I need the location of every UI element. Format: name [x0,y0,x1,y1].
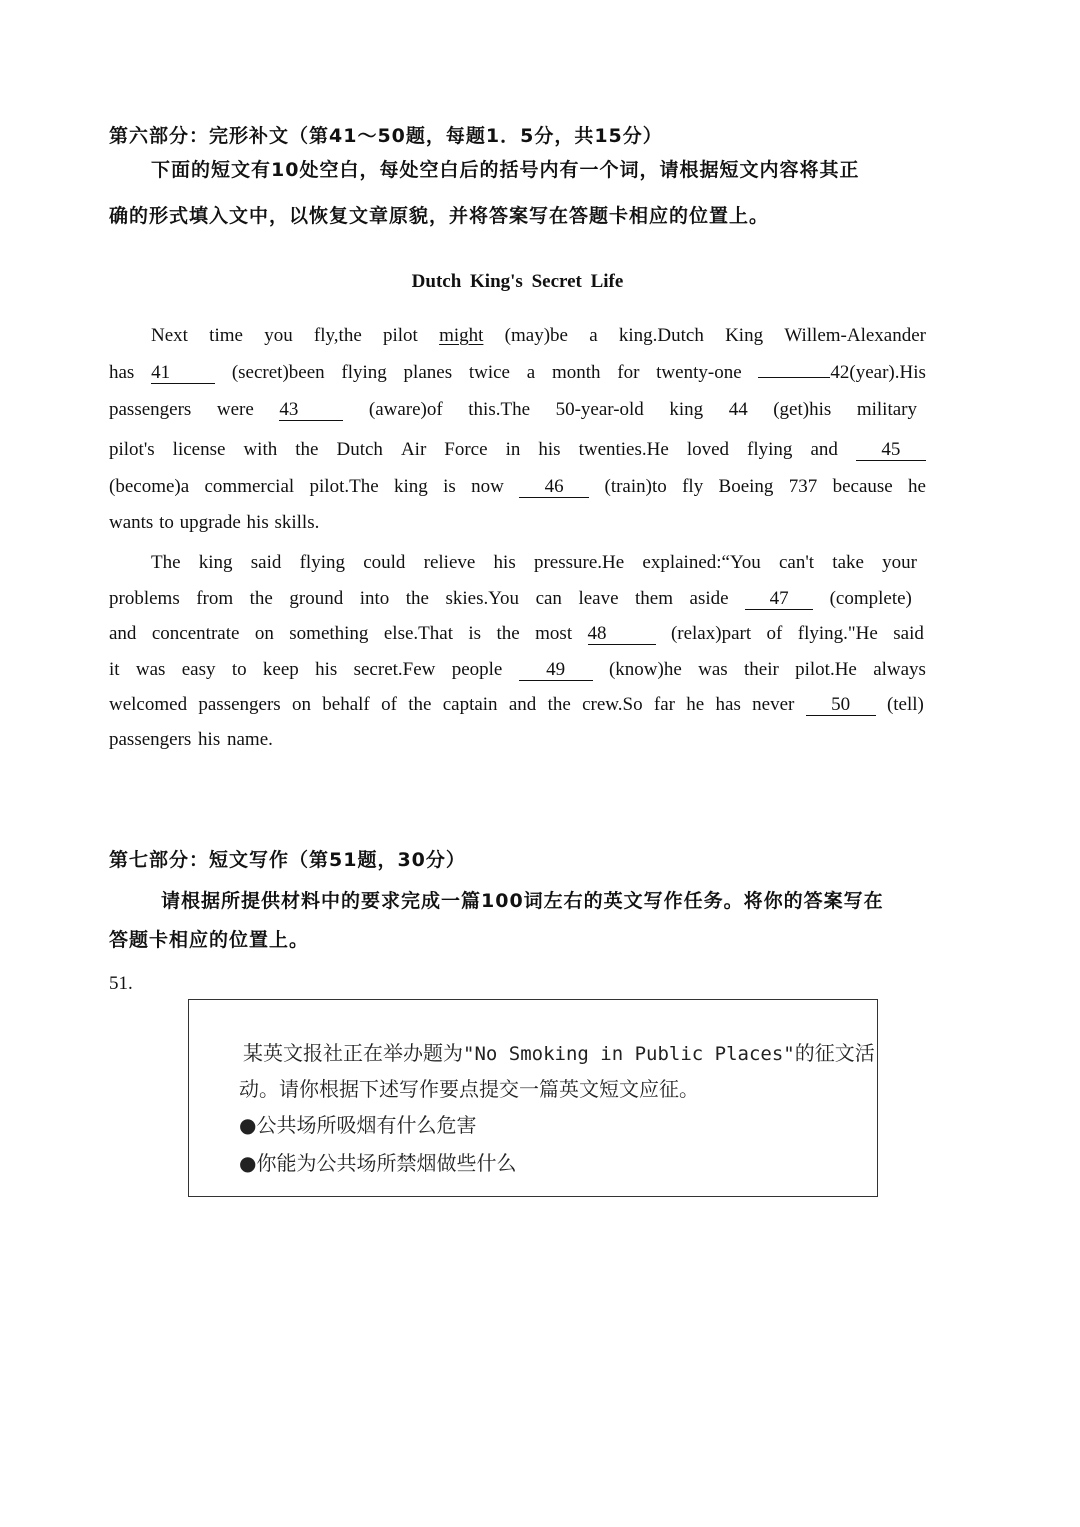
prompt-bullet2: ●你能为公共场所禁烟做些什么 [239,1151,517,1175]
blank-43: 43 [279,400,343,421]
passage-line: has 41 (secret)been flying planes twice a month for twenty-one 42(year).His [109,362,926,383]
part6-heading: 第六部分：完形补文（第41～50题，每题1．5分，共15分） [109,125,663,147]
part6-instruction-line1: 下面的短文有10处空白，每处空白后的括号内有一个词，请根据短文内容将其正 [151,159,860,181]
passage-line: passengers his name. [109,729,273,750]
blank-45: 45 [856,440,926,461]
blank-49: 49 [519,660,593,681]
blank-46: 46 [519,477,589,498]
question-number: 51. [109,973,133,994]
part6-instruction-line2: 确的形式填入文中，以恢复文章原貌，并将答案写在答题卡相应的位置上。 [109,205,770,227]
blank-48: 48 [588,624,656,645]
passage-line: passengers were 43 (aware)of this.The 50-year-old king 44 (get)his military [109,399,917,420]
prompt-line1: 某英文报社正在举办题为"No Smoking in Public Places"的征文活 [243,1041,875,1065]
blank-44: 44 [728,399,748,420]
blank-47: 47 [745,589,813,610]
passage-title: Dutch King's Secret Life [411,271,624,292]
passage-line: welcomed passengers on behalf of the captain and the crew.So far he has never 50 (tell) [109,694,924,715]
blank-41: 41 [151,363,215,384]
writing-prompt-box [188,999,878,1197]
blank-50: 50 [806,695,876,716]
prompt-line2: 动。请你根据下述写作要点提交一篇英文短文应征。 [239,1077,699,1101]
passage-line: problems from the ground into the skies.You can leave them aside 47 (complete) [109,588,912,609]
prompt-bullet1: ●公共场所吸烟有什么危害 [239,1113,477,1137]
passage-line: it was easy to keep his secret.Few people 49 (know)he was their pilot.He always [109,659,926,680]
passage-line: Next time you fly,the pilot might (may)be a king.Dutch King Willem-Alexander [151,325,926,346]
example-answer: might [439,325,484,346]
blank-42 [758,376,830,378]
passage-line: The king said flying could relieve his pressure.He explained:“You can't take your [151,552,917,573]
part7-instruction-line2: 答题卡相应的位置上。 [109,929,310,951]
part7-heading: 第七部分：短文写作（第51题，30分） [109,849,466,871]
passage-line: (become)a commercial pilot.The king is now 46 (train)to fly Boeing 737 because he [109,476,926,497]
part7-instruction-line1: 请根据所提供材料中的要求完成一篇100词左右的英文写作任务。将你的答案写在 [161,890,884,912]
passage-line: and concentrate on something else.That is the most 48 (relax)part of flying."He said [109,623,924,644]
passage-line: pilot's license with the Dutch Air Force in his twenties.He loved flying and 45 [109,439,926,461]
passage-line: wants to upgrade his skills. [109,512,320,533]
